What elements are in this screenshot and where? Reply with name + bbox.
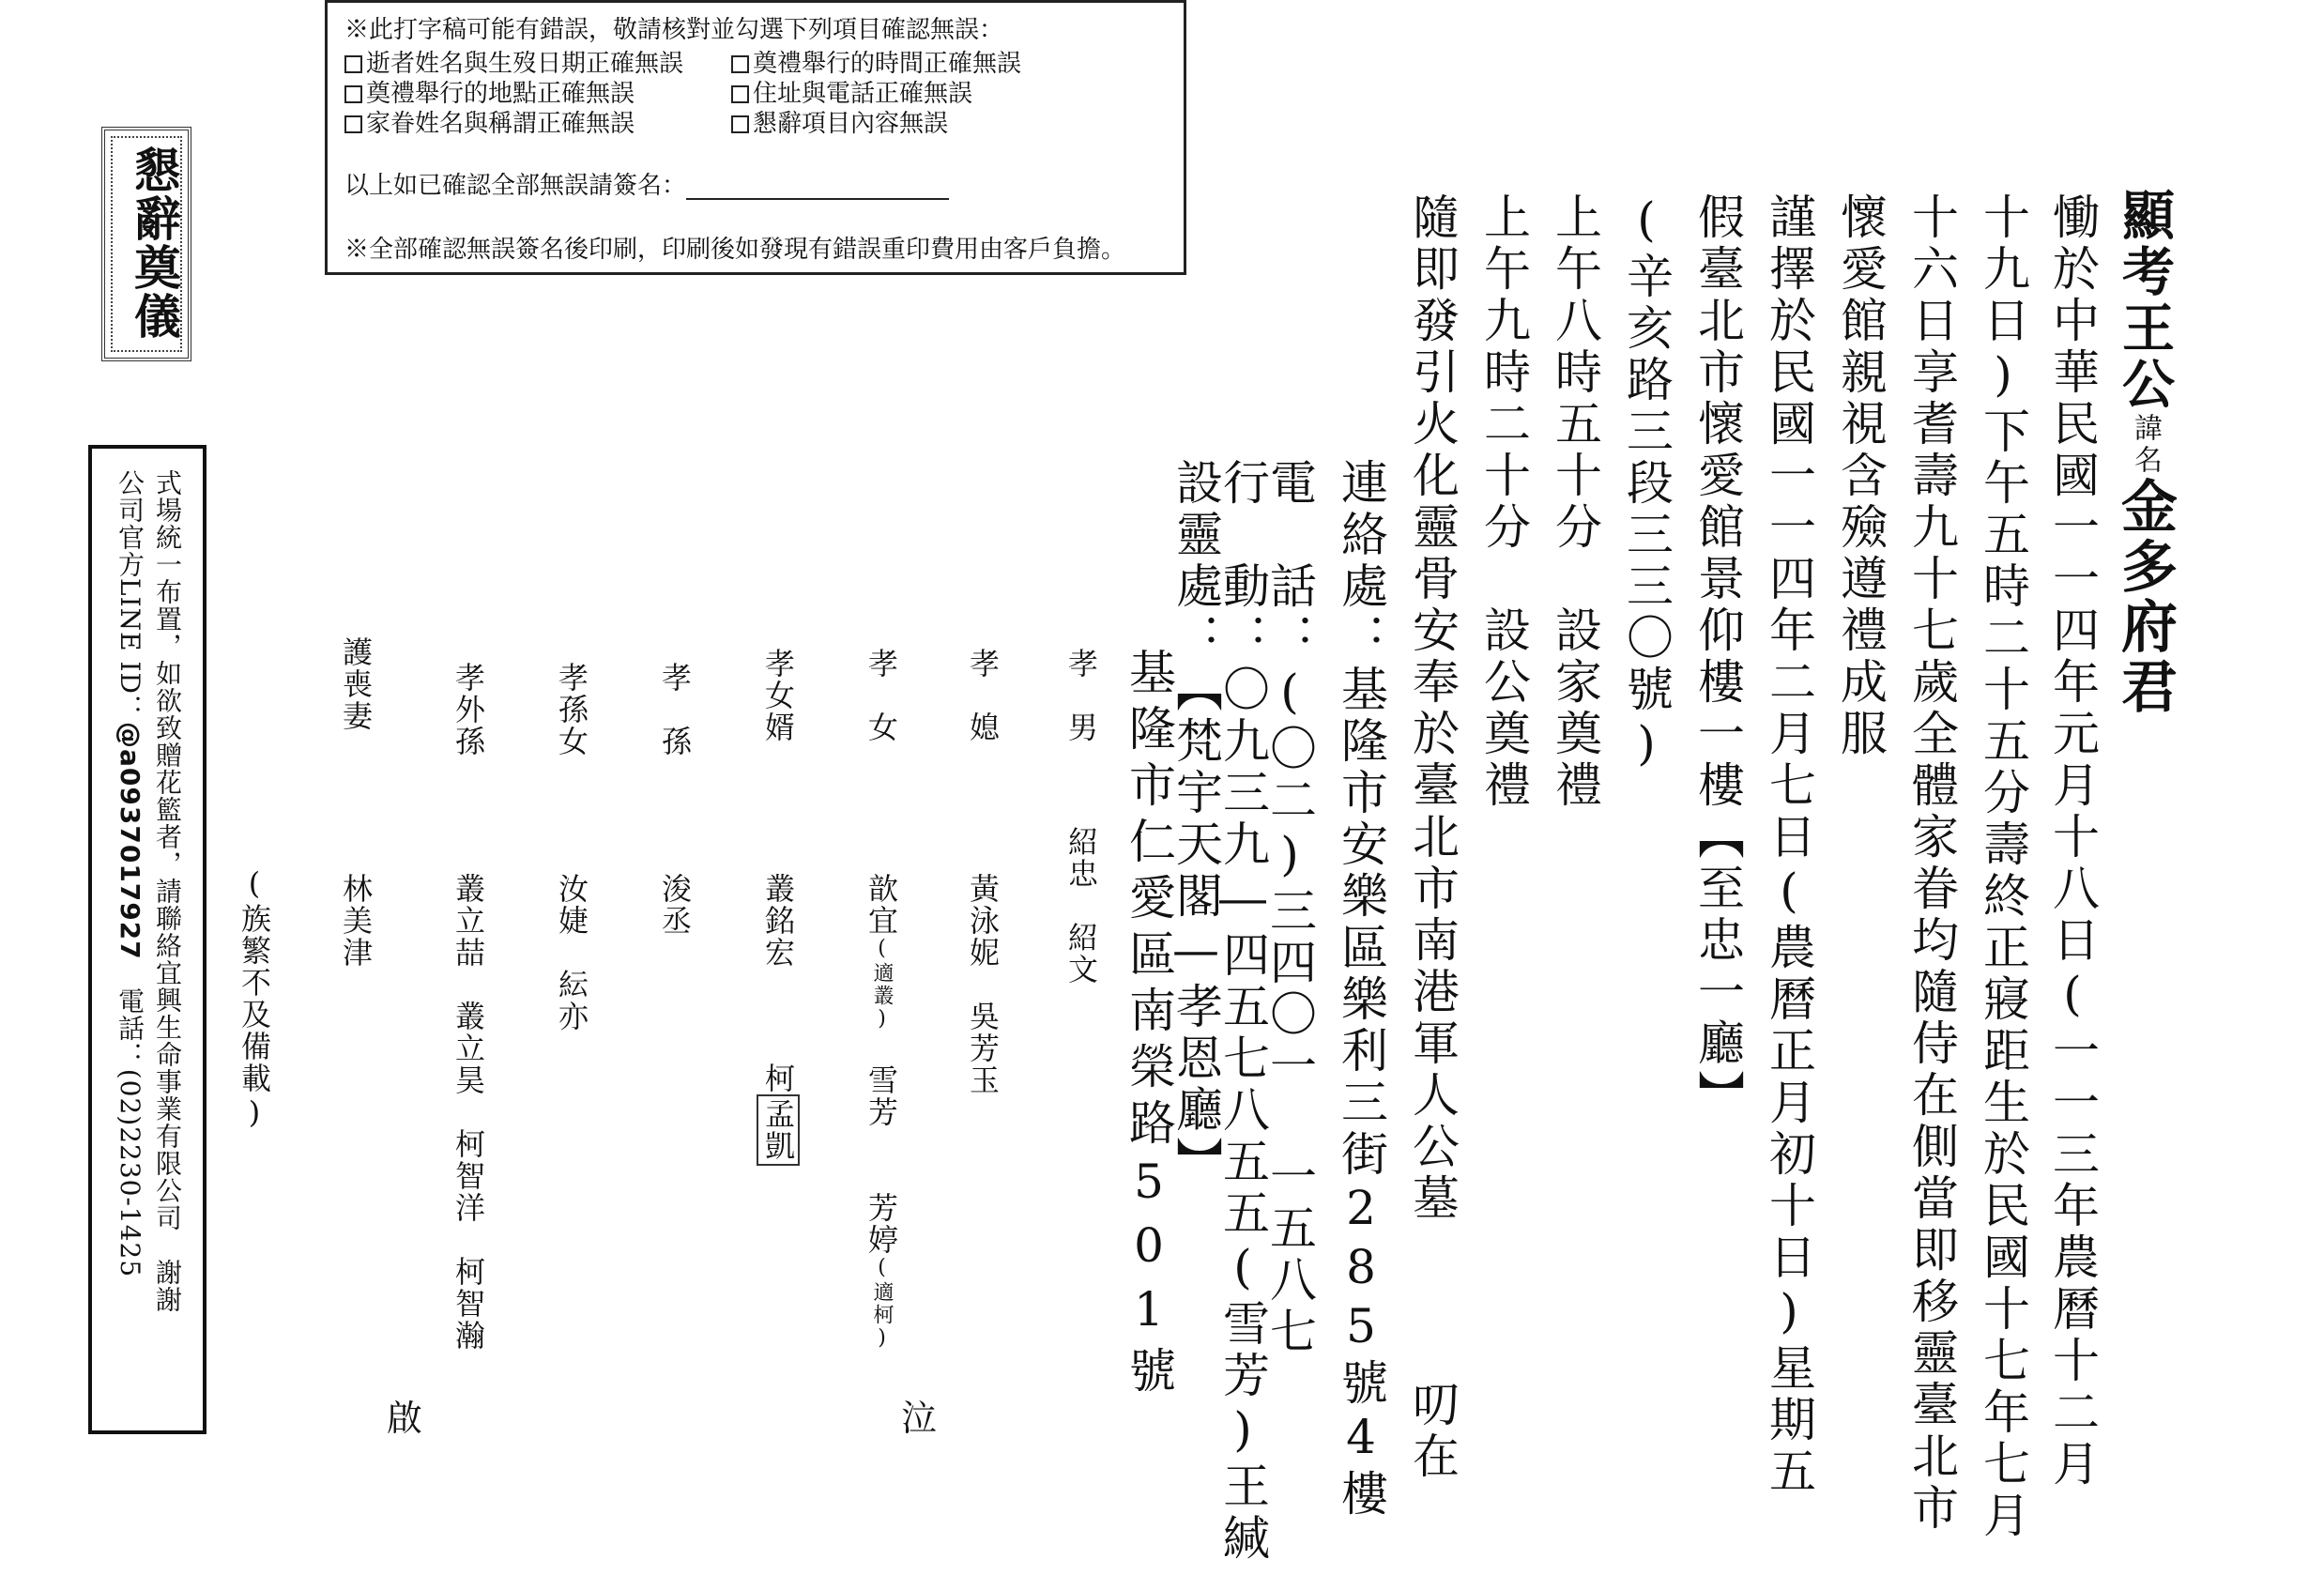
check-item[interactable]: 逝者姓名與生歿日期正確無誤 [344, 50, 683, 78]
info-line-2: 公司官方LINE ID：@a0937017927 電話：(02)2230-1425 [115, 469, 145, 1278]
family-grandson: 孝 孫浚丞 [657, 662, 693, 937]
confirmation-notice-box [325, 0, 1186, 275]
family-ext-grandson: 孝外孫叢立喆 叢立昊 柯智洋 柯智瀚 [451, 662, 486, 1352]
deceased-title: 顯考王公諱名金多府君 [2112, 188, 2178, 717]
closing-announce: 啟 [387, 1398, 425, 1439]
decline-gifts-seal [101, 127, 191, 361]
liaison-phone: 電 話：(〇二)三四〇一 一五八七 [1262, 458, 1317, 1358]
family-son-in-law: 孝女婿叢銘宏柯孟凱 [757, 648, 800, 1166]
family-son: 孝 男紹忠 紹文 [1063, 648, 1099, 986]
obituary-line: 慟於中華民國一一四年元月十八日(一一三年農曆十二月 [2045, 192, 2100, 1491]
family-remark: (族繁不及備載) [237, 865, 272, 1132]
checkbox[interactable] [344, 115, 362, 133]
notice-warning: ※此打字稿可能有錯誤，敬請核對並勾選下列項目確認無誤： [344, 16, 1004, 44]
closing-weep: 泣 [901, 1398, 940, 1439]
altar-location: 設靈處：【梵宇天閣—孝恩廳】 [1169, 458, 1223, 1188]
obituary-line: 十九日)下午五時二十五分壽終正寢距生於民國十七年七月 [1976, 192, 2030, 1542]
check-item[interactable]: 奠禮舉行的地點正確無誤 [344, 80, 635, 108]
obituary-line: 懷愛館親視含殮遵禮成服 [1833, 192, 1888, 760]
family-widow: 護喪妻林美津 [338, 636, 374, 969]
seal-text: 懇辭奠儀 [127, 145, 182, 341]
obituary-line: 謹擇於民國一一四年二月七日(農曆正月初十日)星期五 [1762, 192, 1816, 1498]
checkbox[interactable] [731, 55, 749, 73]
family-granddaughter: 孝孫女汝婕 紜亦 [554, 662, 589, 1032]
liaison-mobile: 行 動：〇九三九―四五七八五五(雪芳)王緘 [1216, 458, 1270, 1565]
family-daughter: 孝 女歆宜(適叢) 雪芳 芳婷(適柯) [864, 648, 899, 1352]
signature-field[interactable] [686, 176, 949, 200]
obituary-line: (辛亥路三段三三〇號) [1619, 192, 1674, 775]
check-item[interactable]: 奠禮舉行的時間正確無誤 [731, 50, 1021, 78]
check-item[interactable]: 家眷姓名與稱謂正確無誤 [344, 110, 635, 138]
family-daughter-in-law: 孝 媳黃泳妮 吳芳玉 [965, 648, 1001, 1096]
obituary-line: 上午九時二十分 設公奠禮 [1476, 192, 1531, 812]
checkbox[interactable] [344, 55, 362, 73]
liaison-address: 連絡處：基隆市安樂區樂利三街285號4樓 [1334, 458, 1388, 1521]
check-item[interactable]: 住址與電話正確無誤 [731, 80, 972, 108]
checkbox[interactable] [731, 115, 749, 133]
obituary-line: 上午八時五十分 設家奠禮 [1548, 192, 1602, 812]
notice-footer: ※全部確認無誤簽名後印刷，印刷後如發現有錯誤重印費用由客戶負擔。 [344, 236, 1126, 264]
flower-basket-info-box [88, 445, 206, 1434]
signature-row: 以上如已確認全部無誤請簽名： [344, 172, 949, 200]
obituary-line: 隨即發引火化靈骨安奉於臺北市南港軍人公墓 叨在 [1405, 192, 1460, 1483]
obituary-line: 假臺北市懷愛館景仰樓一樓【至忠一廳】 [1690, 192, 1745, 1122]
altar-address: 基隆市仁愛區南榮路501號 [1122, 648, 1176, 1402]
checkbox[interactable] [344, 85, 362, 103]
info-line-1: 式場統一布置，如欲致贈花籃者，請聯絡宜興生命事業有限公司 謝謝 [152, 469, 183, 1313]
obituary-line: 十六日享耆壽九十七歲全體家眷均隨侍在側當即移靈臺北市 [1904, 192, 1959, 1535]
check-item[interactable]: 懇辭項目內容無誤 [731, 110, 948, 138]
line-id: @a0937017927 [115, 722, 145, 960]
name-correction-box: 孟凱 [757, 1094, 800, 1166]
checkbox[interactable] [731, 85, 749, 103]
